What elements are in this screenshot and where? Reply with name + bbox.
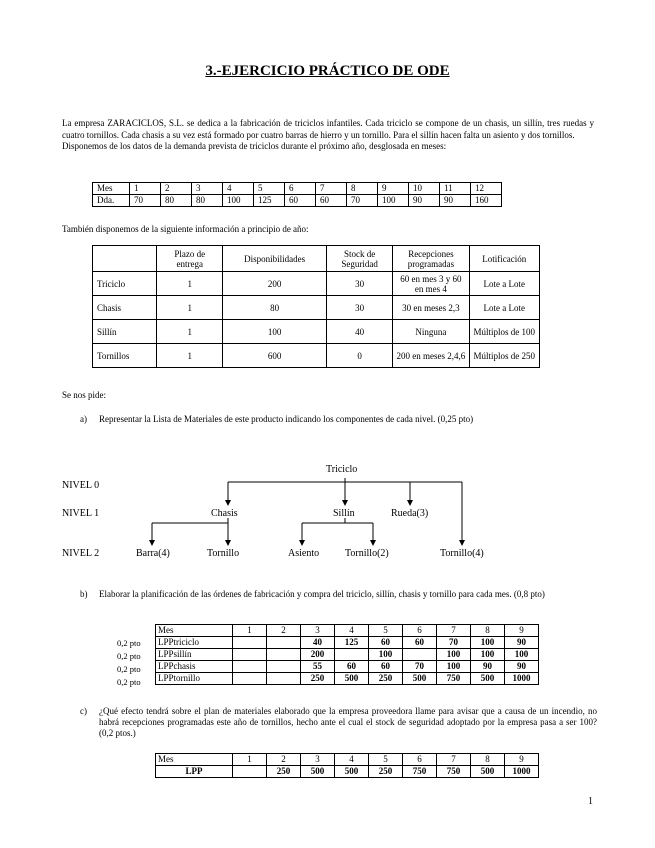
intro-paragraph-2: Disponemos de los datos de la demanda prevista de triciclos durante el próximo año, desglosada en meses:: [62, 141, 447, 151]
plan-cell: 100: [505, 649, 539, 661]
lpp-month-cell: 1: [233, 754, 267, 766]
plan-cell: [233, 661, 267, 673]
demand-month-cell: 8: [347, 183, 378, 195]
demand-value-cell: 100: [378, 195, 409, 207]
info-cell: 100: [223, 320, 327, 344]
pto-label: 0,2 pto: [117, 664, 141, 674]
page-title: 3.-EJERCICIO PRÁCTICO DE ODE: [205, 63, 450, 79]
plan-cell: [403, 649, 437, 661]
info-cell: 1: [157, 320, 223, 344]
info-cell: 60 en mes 3 y 60 en mes 4: [393, 272, 469, 296]
info-cell: Múltiplos de 100: [469, 320, 539, 344]
intro-paragraph-1: La empresa ZARACICLOS, S.L. se dedica a la fabricación de triciclos infantiles. Cada triciclo se compone de un chasis, un sillín, tres ruedas y cuatro tornillos. Cada chasis a su vez está formado por cuatro barras de hierro y un tornillo. Para el sillín hacen falta un asiento y dos tornillos.: [62, 118, 594, 140]
plan-row-sillin: [156, 649, 539, 661]
lpp-month-cell: 7: [437, 754, 471, 766]
info-header-cell: Disponibilidades: [223, 246, 327, 272]
lpp-month-cell: 2: [267, 754, 301, 766]
lpp-cell: 1000: [505, 766, 539, 778]
plan-cell: [267, 673, 301, 685]
plan-cell: 750: [437, 673, 471, 685]
se-nos-pide-text: Se nos pide:: [62, 390, 106, 400]
lpp-cell: 500: [471, 766, 505, 778]
sillin-connector: [302, 518, 373, 543]
demand-month-cell: 7: [316, 183, 347, 195]
info-header-cell: Plazo de entrega: [157, 246, 223, 272]
demand-months-row: [93, 183, 502, 195]
lpp-header-label: Mes: [156, 754, 233, 766]
info-header-cell: Stock de Seguridad: [327, 246, 393, 272]
plan-header-row: [156, 625, 539, 637]
info-header-cell: Recepciones programadas: [393, 246, 469, 272]
info-row-chasis: [93, 296, 540, 320]
info-cell: Lote a Lote: [469, 272, 539, 296]
info-cell: 40: [327, 320, 393, 344]
demand-value-cell: 125: [254, 195, 285, 207]
demand-value-cell: 90: [409, 195, 440, 207]
question-c-text: ¿Qué efecto tendrá sobre el plan de materiales elaborado que la empresa proveedora llame para avisar que a causa de un incendio, no habrá recepciones programadas este año de tornillos, hecho ante el cual el stock de seguridad adoptado por la empresa pasa a ser 100? (0,2 ptos.): [99, 706, 597, 738]
plan-cell: 100: [471, 637, 505, 649]
plan-cell: 60: [335, 661, 369, 673]
node-tornillo4: Tornillo(4): [440, 548, 484, 559]
info-cell: 80: [223, 296, 327, 320]
plan-month-cell: 7: [437, 625, 471, 637]
question-b-letter: b): [80, 589, 88, 599]
lpp-month-cell: 5: [369, 754, 403, 766]
node-asiento: Asiento: [288, 548, 320, 559]
intro-text: [62, 118, 594, 153]
plan-row-triciclo: [156, 637, 539, 649]
plan-cell: 100: [437, 649, 471, 661]
question-a-letter: a): [80, 414, 87, 424]
plan-cell: 250: [301, 673, 335, 685]
info-cell: 1: [157, 344, 223, 368]
demand-month-cell: 6: [285, 183, 316, 195]
plan-cell: [233, 649, 267, 661]
demand-value-cell: 160: [471, 195, 502, 207]
info-row-label: Sillín: [93, 320, 157, 344]
info-cell: 200: [223, 272, 327, 296]
demand-month-cell: 11: [440, 183, 471, 195]
info-cell: 30: [327, 272, 393, 296]
demand-value-cell: 60: [316, 195, 347, 207]
info-cell: 1: [157, 272, 223, 296]
node-sillin: Sillín: [333, 508, 355, 519]
lpp-month-cell: 3: [301, 754, 335, 766]
plan-cell: [233, 673, 267, 685]
plan-row-label: LPPtriciclo: [156, 637, 233, 649]
demand-value-cell: 80: [161, 195, 192, 207]
level-1-label: NIVEL 1: [62, 508, 100, 519]
demand-row-label: Mes: [93, 183, 130, 195]
demand-month-cell: 12: [471, 183, 502, 195]
plan-header-label: Mes: [156, 625, 233, 637]
pto-label: 0,2 pto: [117, 651, 141, 661]
demand-month-cell: 5: [254, 183, 285, 195]
info-row-sillin: [93, 320, 540, 344]
lpp-values-row: [156, 766, 539, 778]
demand-month-cell: 9: [378, 183, 409, 195]
info-row-label: Chasis: [93, 296, 157, 320]
lpp-month-cell: 6: [403, 754, 437, 766]
plan-table: [155, 624, 539, 685]
demand-value-cell: 90: [440, 195, 471, 207]
plan-month-cell: 9: [505, 625, 539, 637]
demand-value-cell: 60: [285, 195, 316, 207]
demand-month-cell: 4: [223, 183, 254, 195]
info-cell: Múltiplos de 250: [469, 344, 539, 368]
plan-cell: 100: [471, 649, 505, 661]
info-table: [92, 245, 540, 368]
plan-month-cell: 2: [267, 625, 301, 637]
plan-cell: 90: [471, 661, 505, 673]
info-row-label: Triciclo: [93, 272, 157, 296]
demand-value-cell: 80: [192, 195, 223, 207]
plan-month-cell: 1: [233, 625, 267, 637]
plan-cell: [267, 637, 301, 649]
lpp-header-row: [156, 754, 539, 766]
plan-row-label: LPPchasis: [156, 661, 233, 673]
plan-month-cell: 3: [301, 625, 335, 637]
demand-values-row: [93, 195, 502, 207]
demand-value-cell: 70: [347, 195, 378, 207]
plan-cell: 40: [301, 637, 335, 649]
plan-cell: 200: [301, 649, 335, 661]
plan-row-label: LPPsillín: [156, 649, 233, 661]
plan-cell: 500: [471, 673, 505, 685]
plan-cell: 60: [403, 637, 437, 649]
demand-value-cell: 70: [130, 195, 161, 207]
plan-cell: 500: [335, 673, 369, 685]
page-number: 1: [588, 796, 593, 807]
plan-cell: 125: [335, 637, 369, 649]
lpp-month-cell: 9: [505, 754, 539, 766]
plan-cell: 55: [301, 661, 335, 673]
plan-cell: 100: [369, 649, 403, 661]
info-row-tornillos: [93, 344, 540, 368]
info-header-empty: [93, 246, 157, 272]
plan-cell: [267, 649, 301, 661]
lpp-cell: 750: [437, 766, 471, 778]
level-2-label: NIVEL 2: [62, 548, 100, 559]
plan-cell: 70: [437, 637, 471, 649]
plan-cell: 90: [505, 637, 539, 649]
plan-row-tornillo: [156, 673, 539, 685]
question-b-text: Elaborar la planificación de las órdenes de fabricación y compra del triciclo, sillín, chasis y tornillo para cada mes. (0,8 pto): [99, 589, 545, 599]
info-cell: Lote a Lote: [469, 296, 539, 320]
plan-cell: 60: [369, 637, 403, 649]
info-cell: 600: [223, 344, 327, 368]
node-triciclo: Triciclo: [326, 464, 358, 475]
plan-month-cell: 8: [471, 625, 505, 637]
demand-month-cell: 10: [409, 183, 440, 195]
plan-cell: 1000: [505, 673, 539, 685]
plan-cell: 250: [369, 673, 403, 685]
plan-cell: 100: [437, 661, 471, 673]
plan-row-chasis: [156, 661, 539, 673]
info-header-cell: Lotificación: [469, 246, 539, 272]
info-cell: 0: [327, 344, 393, 368]
node-rueda: Rueda(3): [391, 508, 429, 519]
lpp-cell: 500: [301, 766, 335, 778]
info-intro-text: También disponemos de la siguiente información a principio de año:: [62, 224, 309, 234]
info-row-triciclo: [93, 272, 540, 296]
info-cell: 30: [327, 296, 393, 320]
plan-cell: 90: [505, 661, 539, 673]
plan-cell: 500: [403, 673, 437, 685]
level-0-label: NIVEL 0: [62, 480, 100, 491]
plan-cell: [233, 637, 267, 649]
lpp-table: [155, 753, 539, 778]
plan-month-cell: 4: [335, 625, 369, 637]
info-row-label: Tornillos: [93, 344, 157, 368]
demand-month-cell: 3: [192, 183, 223, 195]
lpp-row-label: LPP: [156, 766, 233, 778]
lpp-cell: 500: [335, 766, 369, 778]
lpp-cell: 250: [267, 766, 301, 778]
plan-cell: [267, 661, 301, 673]
lpp-cell: [233, 766, 267, 778]
question-c-letter: c): [80, 706, 87, 716]
info-cell: 200 en meses 2,4,6: [393, 344, 469, 368]
plan-row-label: LPPtornillo: [156, 673, 233, 685]
demand-month-cell: 1: [130, 183, 161, 195]
lpp-month-cell: 4: [335, 754, 369, 766]
info-cell: 1: [157, 296, 223, 320]
question-a-text: Representar la Lista de Materiales de este producto indicando los componentes de cada nivel. (0,25 pto): [99, 414, 474, 424]
pto-label: 0,2 pto: [117, 638, 141, 648]
info-cell: Ninguna: [393, 320, 469, 344]
plan-cell: 70: [403, 661, 437, 673]
demand-value-cell: 100: [223, 195, 254, 207]
demand-row-label: Dda.: [93, 195, 130, 207]
chasis-connector: [152, 518, 228, 543]
plan-cell: [335, 649, 369, 661]
pto-label: 0,2 pto: [117, 677, 141, 687]
plan-month-cell: 5: [369, 625, 403, 637]
plan-cell: 60: [369, 661, 403, 673]
node-tornillo2: Tornillo(2): [345, 548, 389, 559]
lpp-cell: 750: [403, 766, 437, 778]
node-barra: Barra(4): [136, 548, 170, 559]
demand-table: [92, 182, 502, 207]
node-tornillo: Tornillo: [207, 548, 240, 559]
lpp-month-cell: 8: [471, 754, 505, 766]
node-chasis: Chasis: [211, 508, 238, 519]
info-header-row: [93, 246, 540, 272]
lpp-cell: 250: [369, 766, 403, 778]
plan-month-cell: 6: [403, 625, 437, 637]
demand-month-cell: 2: [161, 183, 192, 195]
info-cell: 30 en meses 2,3: [393, 296, 469, 320]
